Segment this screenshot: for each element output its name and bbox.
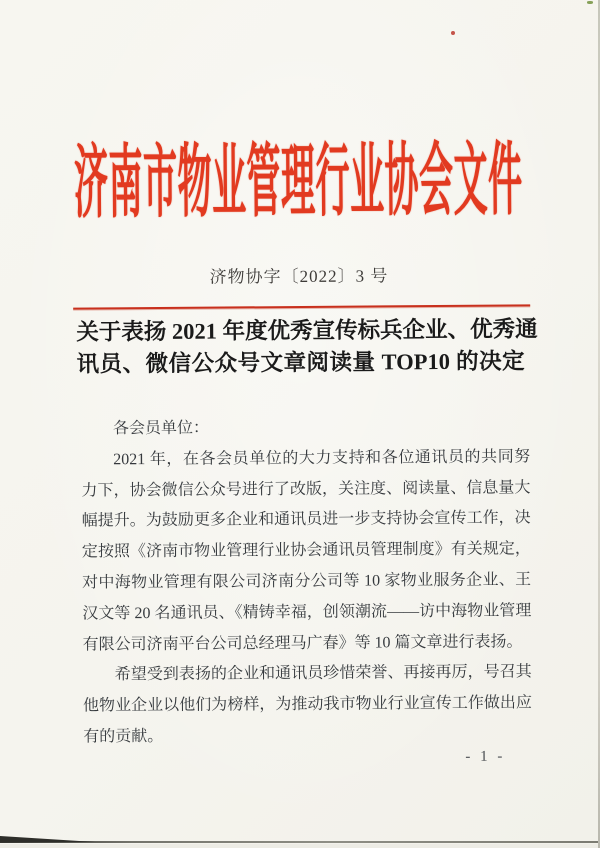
heading-line-2: 讯员、微信公众号文章阅读量 TOP10 的决定 [76, 348, 525, 377]
scan-red-speck [451, 31, 455, 35]
paragraph-2: 希望受到表扬的企业和通讯员珍惜荣誉、再接再厉，号召其他物业企业以他们为榜样，为推动我市物业行业宣传工作做出应有的贡献。 [82, 663, 533, 746]
paragraph-1: 2021 年，在各会员单位的大力支持和各位通讯员的共同努力下，协会微信公众号进行了改版，关注度、阅读量、信息量大幅提升。为鼓励更多企业和通讯员进一步支持协会宣传工作，决定按照《济南市物业管理行业协会通讯员管理制度》有关规定，对中海物业管理有限公司济南分公司等 10 家物业服务企业、王汉文等 20 名通讯员、《精铸幸福，创领潮流——访中海物业管理有限公司济南平台公司总经理马广春》等 10 篇文章进行表扬。 [81, 448, 532, 654]
letterhead-divider-rule [73, 304, 530, 309]
scan-bottom-left-shadow [0, 836, 95, 842]
document-number: 济物协字〔2022〕3 号 [209, 266, 389, 287]
document-heading [76, 313, 538, 380]
page-number: - 1 - [465, 748, 506, 765]
scan-green-speck [587, 1, 593, 4]
document-body [81, 411, 532, 753]
scan-bottom-margin [0, 844, 600, 848]
letterhead [0, 129, 599, 229]
heading-line-1: 关于表扬 2021 年度优秀宣传标兵企业、优秀通 [76, 316, 538, 345]
salutation: 各会员单位： [112, 419, 210, 438]
letterhead-title: 济南市物业管理行业协会文件 [73, 138, 523, 229]
